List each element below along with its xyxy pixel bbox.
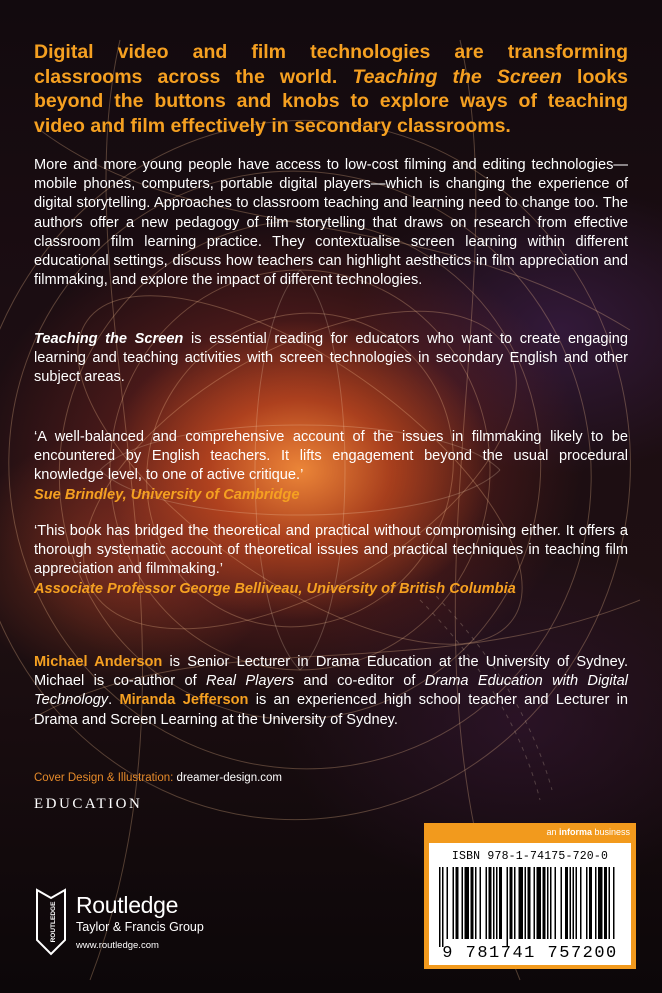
bio-text: . [108, 692, 120, 709]
barcode-bar [595, 867, 597, 939]
barcode-bar [493, 867, 495, 939]
barcode-bar [456, 867, 459, 939]
routledge-emblem-icon [34, 888, 68, 956]
quote-text: ‘This book has bridged the theoretical and practical without compromising either. It offers a thorough systematic account of theoretical issues and practical techniques in teaching film appreciation and filmmaking.’ [34, 523, 628, 578]
barcode-bar [507, 867, 509, 947]
barcode-bar [534, 867, 536, 939]
barcode-bar [580, 867, 582, 939]
barcode-bar [609, 867, 611, 939]
barcode-bar [480, 867, 482, 939]
barcode-bar [537, 867, 542, 939]
barcode-bar [525, 867, 527, 939]
publisher-url: www.routledge.com [76, 940, 159, 951]
cover-design-credit [34, 772, 282, 784]
barcode-bar [570, 867, 572, 939]
barcode-bar [565, 867, 568, 939]
barcode-bar [510, 867, 513, 939]
barcode-bar [486, 867, 488, 939]
tagline-brand: informa [558, 827, 592, 837]
barcode-bar [453, 867, 455, 939]
barcode-bar [586, 867, 588, 939]
barcode-bar [475, 867, 477, 939]
lead-text-part2: looks beyond the buttons and knobs to explore ways of teaching video and film effectively in secondary classrooms. [34, 65, 628, 137]
barcode-bar [528, 867, 531, 939]
tagline-suffix: business [591, 827, 630, 837]
review-quote-2 [34, 522, 628, 599]
lead-text-part1: Digital video and film technologies are transforming classrooms across the world. [34, 41, 628, 88]
tagline-prefix: an [546, 827, 559, 837]
barcode-bar [465, 867, 470, 939]
barcode-bar [519, 867, 524, 939]
book-title-drama-education: Drama Education with Digital Technology [34, 673, 628, 709]
barcode-bar [547, 867, 549, 939]
barcode-bar [462, 867, 464, 939]
barcode-bar [576, 867, 578, 939]
bio-text: and co-editor of [294, 673, 425, 690]
description-paragraph: More and more young people have access to low-cost filming and editing technologies—mobile phones, computers, portable digital players—which is changing the experience of digital storytelling. Approaches to classroom teaching and learning need to change too. The authors offer a new pedagogy of film storytelling that draws on research from effective classroom film learning practice. They contextualise screen learning within different educational settings, discuss how teachers can highlight aesthetics in film appreciation and filmmaking, and explore the impact of different technologies. [34, 157, 628, 289]
barcode-number: 9 781741 757200 [442, 944, 618, 963]
barcode-bar [447, 867, 449, 939]
essential-paragraph [34, 330, 628, 388]
quote-attribution: Associate Professor George Belliveau, University of British Columbia [34, 580, 516, 597]
lead-paragraph [34, 40, 628, 138]
credit-site: dreamer-design.com [176, 772, 283, 784]
author-name-2: Miranda Jefferson [119, 692, 249, 709]
barcode-bar [499, 867, 502, 939]
publisher-group: Taylor & Francis Group [76, 920, 204, 934]
barcode-bar [573, 867, 575, 939]
barcode-bar [442, 867, 444, 947]
barcode-bar [613, 867, 615, 939]
essential-book-title: Teaching the Screen [34, 331, 184, 347]
publisher-logo [34, 884, 264, 964]
barcode-bar [550, 867, 552, 939]
author-name-1: Michael Anderson [34, 654, 163, 670]
barcode-bar [471, 867, 474, 939]
barcode-bar [598, 867, 603, 939]
subject-category: EDUCATION [34, 796, 143, 812]
credit-label: Cover Design & Illustration: [34, 772, 177, 784]
lead-book-title: Teaching the Screen [352, 65, 562, 88]
bio-text: is Senior Lecturer in Drama Education at the University of Sydney. Michael is co-author of [34, 654, 628, 690]
barcode-panel [424, 823, 636, 969]
barcode-bar [496, 867, 498, 939]
publisher-name: Routledge [76, 892, 179, 918]
barcode-bar [561, 867, 563, 939]
publisher-mark-text: ROUTLEDGE [50, 901, 57, 943]
informa-tagline [424, 823, 636, 842]
book-title-real-players: Real Players [206, 673, 295, 690]
barcode-bars-icon [437, 867, 623, 947]
barcode-bar [555, 867, 557, 939]
barcode-bar [543, 867, 546, 939]
quote-attribution: Sue Brindley, University of Cambridge [34, 486, 300, 503]
barcode-bar [489, 867, 492, 939]
author-bio [34, 653, 628, 730]
isbn-text: ISBN 978-1-74175-720-0 [451, 850, 609, 863]
review-quote-1 [34, 428, 628, 505]
quote-text: ‘A well-balanced and comprehensive account of the issues in filmmaking likely to be encountered by English teachers. It lifts engagement beyond the usual procedural knowledge level, to one of active critique.’ [34, 429, 628, 484]
bio-text: is an experienced high school teacher and Lecturer in Drama and Screen Learning at the University of Sydney. [34, 692, 628, 728]
barcode-bar [604, 867, 607, 939]
barcode-label [429, 843, 631, 965]
barcode-bar [439, 867, 441, 947]
essential-text: is essential reading for educators who want to create engaging learning and teaching activities with screen technologies in secondary English and other subject areas. [34, 331, 629, 386]
barcode-bar [514, 867, 516, 939]
barcode-bar [589, 867, 592, 939]
